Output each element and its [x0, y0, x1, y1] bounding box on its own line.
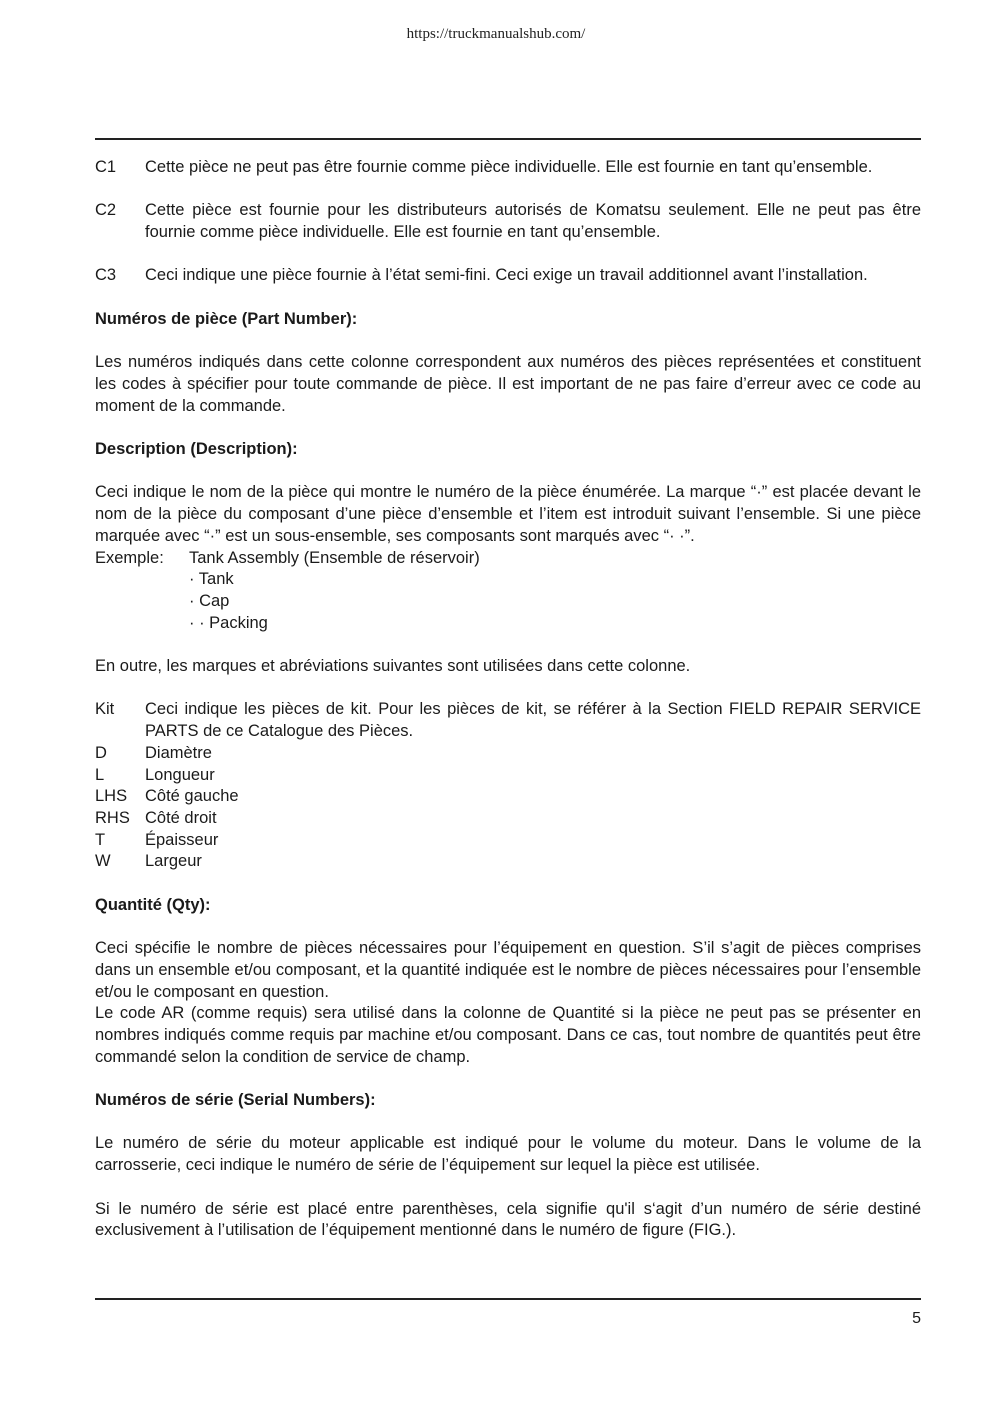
part-number-heading: Numéros de pièce (Part Number):	[95, 309, 358, 328]
code-text: Cette pièce est fournie pour les distributeurs autorisés de Komatsu seulement. Elle ne peut pas être fournie comme pièce individuelle. Elle est fournie en tant qu’ensemble.	[145, 201, 921, 242]
abbr-code: D	[95, 743, 107, 762]
abbr-text: Côté gauche	[145, 787, 239, 806]
code-label: C1	[95, 158, 117, 176]
code-text: Cette pièce ne peut pas être fournie comme pièce individuelle. Elle est fournie en tant qu’ensemble.	[145, 158, 873, 176]
code-label: C3	[95, 266, 117, 285]
abbr-code: W	[95, 852, 111, 871]
abbr-row-rhs	[95, 808, 921, 830]
code-row-c2	[95, 200, 921, 243]
code-row-c1	[95, 157, 921, 179]
serial-heading: Numéros de série (Serial Numbers):	[95, 1091, 376, 1110]
abbr-row-lhs	[95, 786, 921, 808]
code-row-c3	[95, 265, 921, 287]
abbr-row-l	[95, 765, 921, 787]
page-content	[95, 157, 921, 1242]
abbr-text: Longueur	[145, 765, 215, 784]
abbr-code: L	[95, 765, 105, 784]
abbr-code: RHS	[95, 808, 130, 827]
abbr-text: Largeur	[145, 852, 202, 871]
description-text: Ceci indique le nom de la pièce qui montre le numéro de la pièce énumérée. La marque “·” est placée devant le nom de la pièce du composant d’une pièce d’ensemble et l’item est introduit suivant l’ensemble. Si une pièce marquée avec “·” est un sous-ensemble, ses composants sont marqués avec “· ·”.	[95, 483, 921, 545]
abbr-row-w	[95, 851, 921, 873]
abbr-row-t	[95, 830, 921, 852]
page-number: 5	[912, 1310, 921, 1327]
serial-text-2: Si le numéro de série est placé entre parenthèses, cela signifie qu'il s‘agit d’un numéro de série destiné exclusivement à l’utilisation de l’équipement mentionné dans le numéro de figure (FIG.).	[95, 1199, 921, 1240]
example-item: · Tank	[189, 570, 234, 589]
abbr-code: T	[95, 830, 106, 849]
code-text: Ceci indique une pièce fournie à l’état semi-fini. Ceci exige un travail additionnel avant l’installation.	[145, 266, 868, 285]
abbr-text: Ceci indique les pièces de kit. Pour les pièces de kit, se référer à la Section FIELD REPAIR SERVICE PARTS de ce Catalogue des Pièces.	[145, 700, 921, 741]
top-rule	[95, 138, 921, 140]
example-item: · Cap	[189, 591, 230, 610]
part-number-text: Les numéros indiqués dans cette colonne correspondent aux numéros des pièces représentées et constituent les codes à spécifier pour toute commande de pièce. Il est important de ne pas faire d’erreur avec ce code au moment de la commande.	[95, 353, 921, 415]
abbr-row-d	[95, 743, 921, 765]
example-label: Exemple:	[95, 548, 164, 567]
example-main: Tank Assembly (Ensemble de réservoir)	[189, 548, 480, 567]
abbr-code: Kit	[95, 700, 115, 719]
quantity-text-2: Le code AR (comme requis) sera utilisé dans la colonne de Quantité si la pièce ne peut pas se présenter en nombres indiqués comme requis par machine et/ou composant. Dans ce cas, tout nombre de quantités peut être commandé selon la condition de service de champ.	[95, 1004, 921, 1066]
bottom-rule	[95, 1298, 921, 1300]
example-item: · · Packing	[189, 613, 268, 632]
quantity-heading: Quantité (Qty):	[95, 895, 211, 914]
quantity-text-1: Ceci spécifie le nombre de pièces nécessaires pour l’équipement en question. S’il s’agit de pièces comprises dans un ensemble et/ou composant, et la quantité indiquée est le nombre de pièces nécessaires pour l’ensemble et/ou le composant en question.	[95, 939, 921, 1001]
marks-intro: En outre, les marques et abréviations suivantes sont utilisées dans cette colonne.	[95, 657, 691, 676]
abbr-text: Côté droit	[145, 808, 217, 827]
example-row	[95, 548, 921, 570]
code-label: C2	[95, 201, 117, 220]
description-heading: Description (Description):	[95, 440, 298, 459]
abbr-text: Diamètre	[145, 743, 212, 762]
abbr-row-kit	[95, 699, 921, 742]
header-url: https://truckmanualshub.com/	[406, 26, 586, 42]
abbr-text: Épaisseur	[145, 830, 219, 849]
serial-text-1: Le numéro de série du moteur applicable est indiqué pour le volume du moteur. Dans le volume de la carrosserie, ceci indique le numéro de série de l’équipement sur lequel la pièce est utilisée.	[95, 1134, 921, 1175]
abbr-code: LHS	[95, 787, 128, 806]
